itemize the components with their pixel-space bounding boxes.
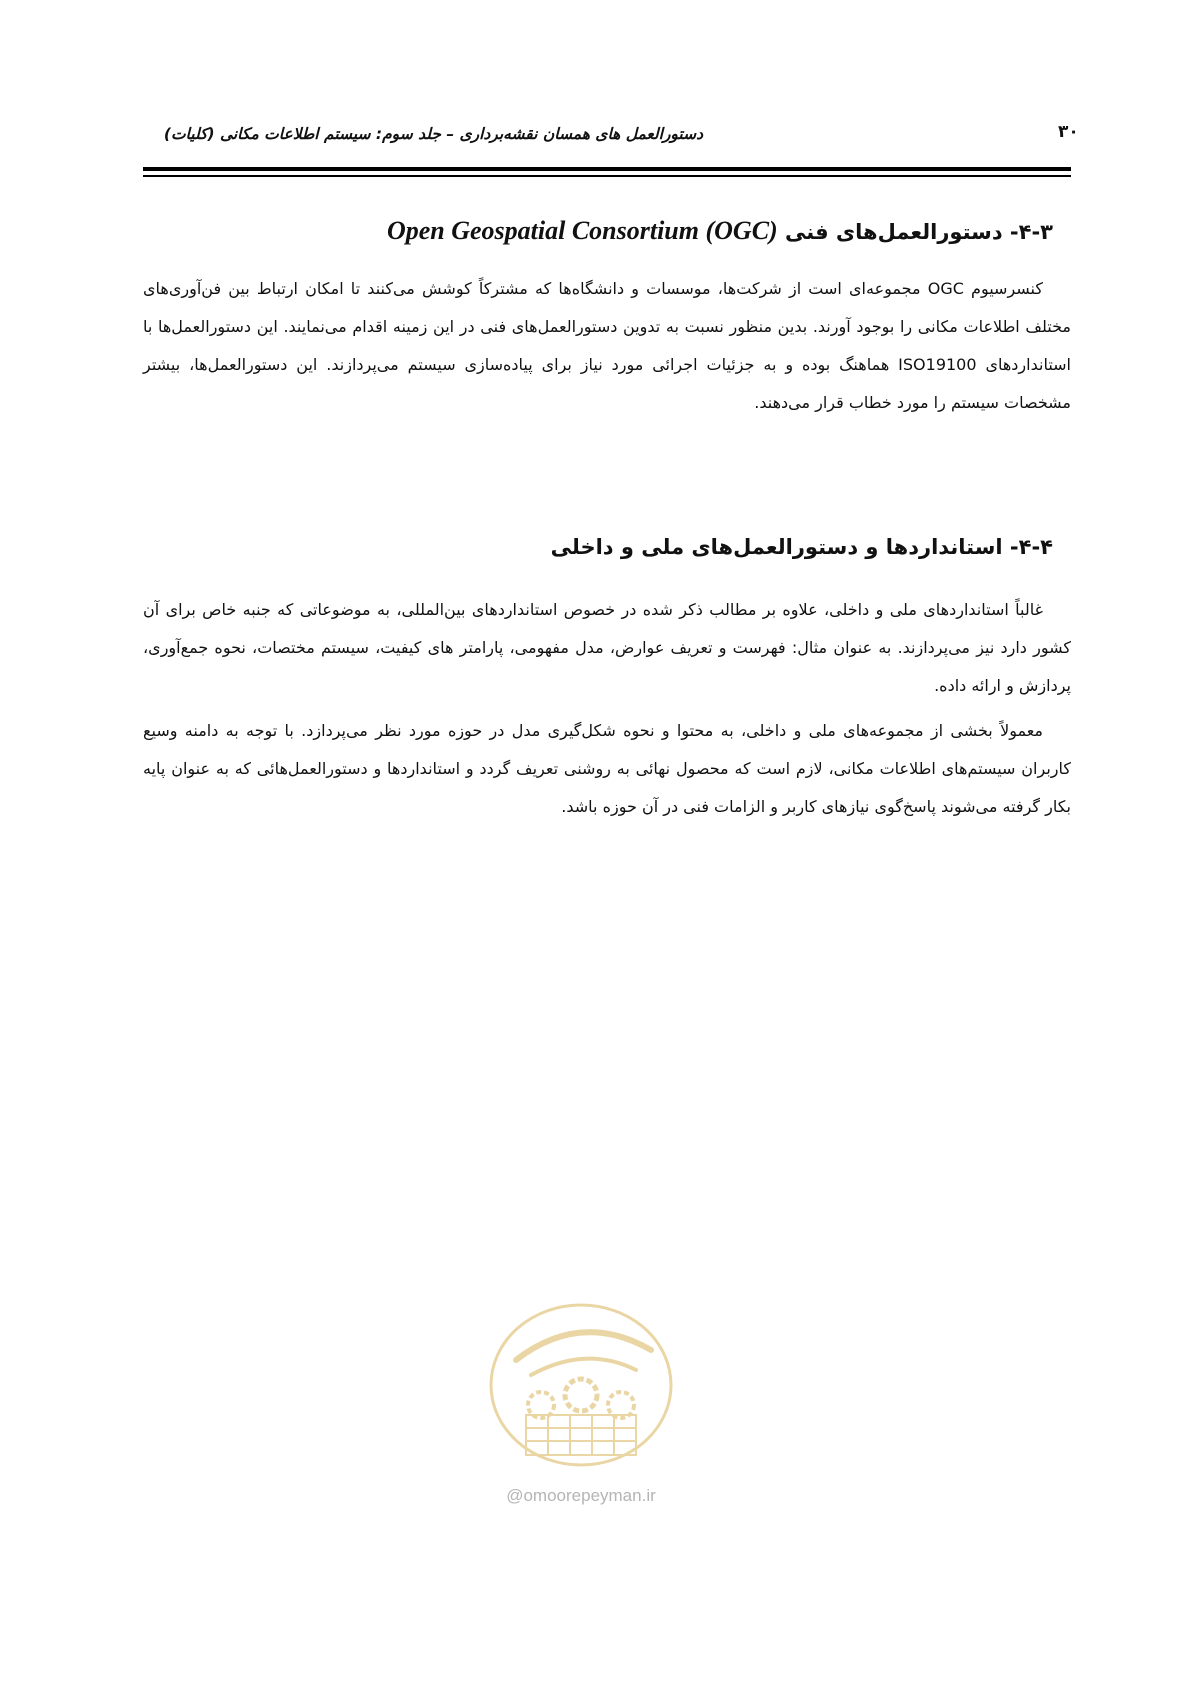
section-number: ۴-۳- [1009,220,1053,244]
section-4-3-body [143,270,1071,422]
paragraph: غالباً استانداردهای ملی و داخلی، علاوه بر مطالب ذکر شده در خصوص استانداردهای بین‌المللی، به موضوعاتی که جنبه خاص برای آن کشور دارد نیز می‌پردازند. به عنوان مثال: فهرست و تعریف عوارض، مدل مفهومی، پارامتر های کیفیت، سیستم مختصات، نحوه جمع‌آوری، پردازش و ارائه داده. [143,600,1071,695]
section-4-4-body-2 [143,712,1071,826]
header-rule-thin [143,175,1071,177]
section-title-fa: استانداردها و دستورالعمل‌های ملی و داخلی [550,535,1003,559]
section-4-4-body [143,591,1071,705]
section-title-fa: دستورالعمل‌های فنی [785,220,1003,244]
section-title-en: Open Geospatial Consortium (OGC) [386,216,778,245]
header-rule [143,167,1071,171]
paragraph: معمولاً بخشی از مجموعه‌های ملی و داخلی، به محتوا و نحوه شکل‌گیری مدل در حوزه مورد نظر می‌پردازد. با توجه به دامنه وسیع کاربران سیستم‌های اطلاعات مکانی، لازم است که محصول نهائی به روشنی تعریف گردد و استانداردها و دستورالعمل‌هائی که به عنوان پایه بکار گرفته می‌شوند پاسخ‌گوی نیازهای کاربر و الزامات فنی در آن حوزه باشد. [143,721,1071,816]
section-heading-4-3 [143,216,1053,246]
section-heading-4-4 [143,535,1053,559]
section-number: ۴-۴- [1009,535,1053,559]
page-number: ۳۰ [1058,122,1079,142]
running-title: دستورالعمل های همسان نقشه‌برداری – جلد سوم: سیستم اطلاعات مکانی (کلیات) [163,125,703,143]
watermark-logo [486,1300,676,1470]
watermark-url: @omoorepeyman.ir [506,1486,656,1505]
paragraph: کنسرسیوم OGC مجموعه‌ای است از شرکت‌ها، موسسات و دانشگاه‌ها که مشترکاً کوشش می‌کنند تا امکان ارتباط بین فن‌آوری‌های مختلف اطلاعات مکانی را بوجود آورند. بدین منظور نسبت به تدوین دستورالعمل‌های فنی در این زمینه اقدام می‌نمایند. این دستورالعمل‌ها با استانداردهای ISO19100 هماهنگ بوده و به جزئیات اجرائی مورد نیاز برای پیاده‌سازی سیستم می‌پردازند. این دستورالعمل‌ها، بیشتر مشخصات سیستم را مورد خطاب قرار می‌دهند. [143,279,1072,412]
